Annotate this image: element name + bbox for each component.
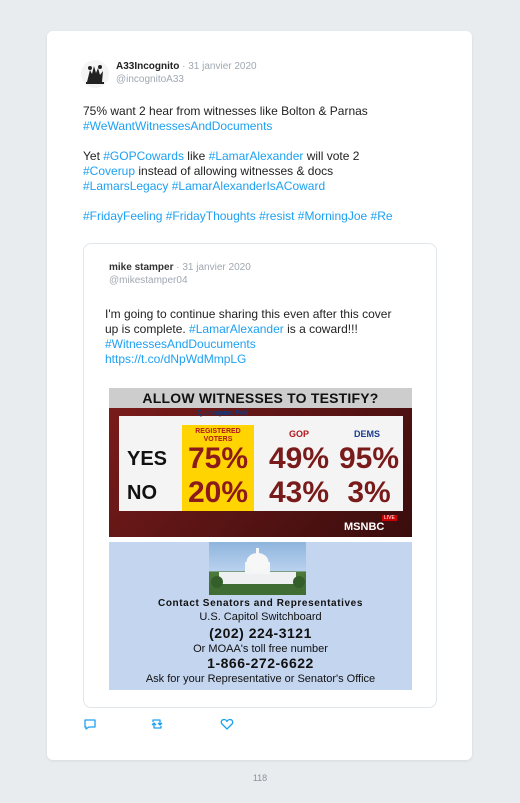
contact-phone-2: 1-866-272-6622 [207, 655, 314, 671]
yes-gop-value: 49% [268, 442, 330, 475]
quoted-handle[interactable]: @mikestamper04 [109, 275, 188, 286]
col-registered: REGISTERED VOTERS [195, 428, 241, 443]
tweet-date[interactable]: · 31 janvier 2020 [179, 61, 257, 72]
poll-image[interactable] [109, 388, 412, 537]
contact-phone-1: (202) 224-3121 [209, 625, 312, 641]
quoted-text [105, 307, 405, 367]
hashtag-link[interactable]: #FridayThoughts [165, 209, 256, 223]
hashtag-link[interactable]: #WitnessesAndDoucuments [105, 337, 256, 351]
quoted-header [109, 261, 251, 287]
hashtag-link[interactable]: #WeWantWitnessesAndDocuments [83, 119, 273, 133]
capitol-building-image [209, 542, 306, 595]
tweet-line: will vote 2 [303, 149, 360, 163]
tweet-line: instead of allowing witnesses & docs [135, 164, 334, 178]
avatar[interactable] [81, 60, 109, 88]
live-badge: LIVE [384, 515, 395, 521]
yes-registered-value: 75% [187, 442, 249, 475]
quoted-text-part: is a coward!!! [283, 322, 358, 336]
contact-switchboard: U.S. Capitol Switchboard [199, 611, 322, 623]
no-registered-value: 20% [187, 476, 249, 509]
quoted-text-part: I'm going to continue sharing this even after this cover up is complete. [105, 307, 392, 336]
tweet-line: Yet [83, 149, 104, 163]
poll-banner: ALLOW WITNESSES TO TESTIFY? [109, 388, 412, 408]
col-dems: DEMS [353, 429, 380, 439]
tweet-header [116, 60, 257, 86]
hashtag-link[interactable]: #GOPCowards [103, 149, 184, 163]
quoted-tweet[interactable] [83, 243, 437, 708]
author-handle[interactable]: @incognitoA33 [116, 74, 184, 85]
contact-image[interactable] [109, 542, 412, 690]
quoted-date[interactable]: · 31 janvier 2020 [173, 262, 251, 273]
tweet-text [83, 104, 453, 224]
hashtag-link[interactable]: #LamarAlexander [208, 149, 304, 163]
poll-brand: Quinnipiac Poll [197, 410, 248, 417]
hashtag-link[interactable]: #LamarAlexanderIsACoward [171, 179, 326, 193]
tweet-card [47, 31, 472, 760]
no-dems-value: 3% [347, 476, 391, 509]
hashtag-link[interactable]: #Coverup [83, 164, 136, 178]
hashtag-link[interactable]: #Re [370, 209, 393, 223]
quoted-author-name[interactable]: mike stamper [109, 262, 174, 273]
hashtag-link[interactable]: #FridayFeeling [83, 209, 163, 223]
network-logo: MSNBC [344, 521, 385, 533]
tweet-line: 75% want 2 hear from witnesses like Bolton & Parnas [83, 104, 368, 118]
row-no: NO [127, 482, 157, 504]
author-name[interactable]: A33Incognito [116, 61, 180, 72]
hashtag-link[interactable]: #LamarsLegacy [83, 179, 169, 193]
retweet-icon[interactable] [150, 717, 164, 731]
hashtag-link[interactable]: #MorningJoe [297, 209, 368, 223]
yes-dems-value: 95% [338, 442, 400, 475]
no-gop-value: 43% [268, 476, 330, 509]
hashtag-link[interactable]: #LamarAlexander [189, 322, 284, 336]
contact-title: Contact Senators and Representatives [158, 598, 363, 609]
row-yes: YES [127, 448, 168, 470]
tweet-line: like [183, 149, 209, 163]
avatar-image [81, 60, 109, 88]
heart-icon[interactable] [220, 717, 234, 731]
hashtag-link[interactable]: #resist [259, 209, 295, 223]
contact-ask: Ask for your Representative or Senator's Office [145, 673, 376, 685]
reply-icon[interactable] [83, 717, 97, 731]
col-gop: GOP [288, 429, 309, 439]
tweet-link[interactable]: https://t.co/dNpWdMmpLG [105, 352, 247, 366]
contact-or-line: Or MOAA's toll free number [193, 643, 328, 655]
page-number: 118 [252, 773, 268, 783]
